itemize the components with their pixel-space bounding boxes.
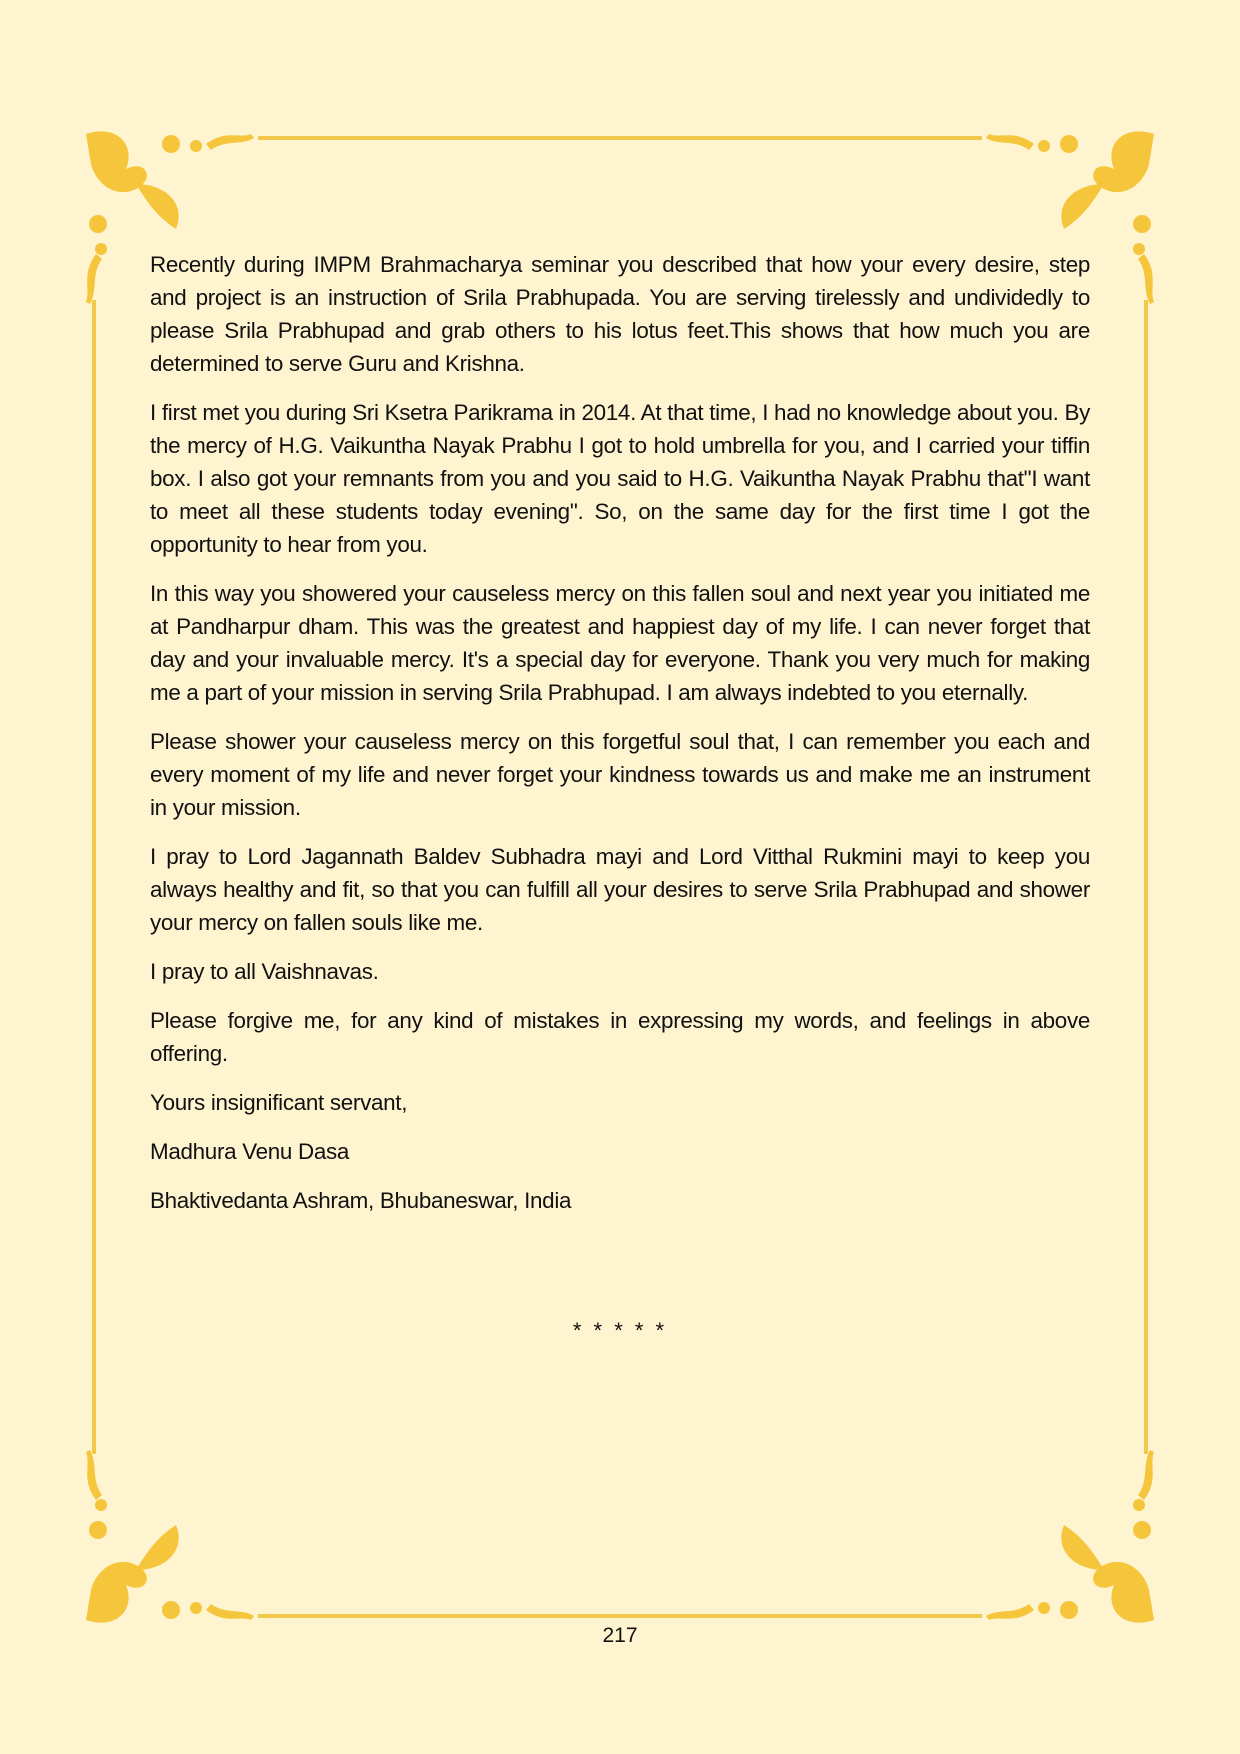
signature-name: Madhura Venu Dasa xyxy=(150,1139,350,1164)
page-number: 217 xyxy=(602,1624,638,1647)
paragraph: I pray to Lord Jagannath Baldev Subhadra mayi and Lord Vitthal Rukmini mayi to keep you always healthy and fit, so that you can fulfill all your desires to serve Srila Prabhupad and shower your mercy on fallen souls like me. xyxy=(150,844,1090,935)
paragraph: I first met you during Sri Ksetra Parikrama in 2014. At that time, I had no knowledge about you. By the mercy of H.G. Vaikuntha Nayak Prabhu I got to hold umbrella for you, and I carried your tiffin box. I also got your remnants from you and you said to H.G. Vaikuntha Nayak Prabhu that"I want to meet all these students today evening". So, on the same day for the first time I got the opportunity to hear from you. xyxy=(150,400,1090,557)
paragraph: I pray to all Vaishnavas. xyxy=(150,959,379,984)
paragraph: In this way you showered your causeless mercy on this fallen soul and next year you initiated me at Pandharpur dham. This was the greatest and happiest day of my life. I can never forget that day and your invaluable mercy. It's a special day for everyone. Thank you very much for making me a part of your mission in serving Srila Prabhupad. I am always indebted to you eternally. xyxy=(150,581,1090,705)
section-separator: * * * * * xyxy=(572,1318,668,1343)
corner-ornament-bottom-left-icon xyxy=(76,1440,266,1630)
border-right-line xyxy=(1144,300,1148,1454)
letter-body xyxy=(150,248,1090,1233)
signature-place: Bhaktivedanta Ashram, Bhubaneswar, India xyxy=(150,1188,572,1213)
paragraph: Please forgive me, for any kind of mistakes in expressing my words, and feelings in above offering. xyxy=(150,1008,1090,1066)
corner-ornament-bottom-right-icon xyxy=(974,1440,1164,1630)
border-left-line xyxy=(92,300,96,1454)
paragraph: Please shower your causeless mercy on this forgetful soul that, I can remember you each and every moment of my life and never forget your kindness towards us and make me an instrument in your mission. xyxy=(150,729,1090,820)
paragraph: Recently during IMPM Brahmacharya seminar you described that how your every desire, step and project is an instruction of Srila Prabhupada. You are serving tirelessly and undividedly to please Srila Prabhupad and grab others to his lotus feet.This shows that how much you are determined to serve Guru and Krishna. xyxy=(150,252,1090,376)
border-bottom-line xyxy=(258,1614,982,1618)
border-top-line xyxy=(258,136,982,140)
closing-line: Yours insignificant servant, xyxy=(150,1090,408,1115)
